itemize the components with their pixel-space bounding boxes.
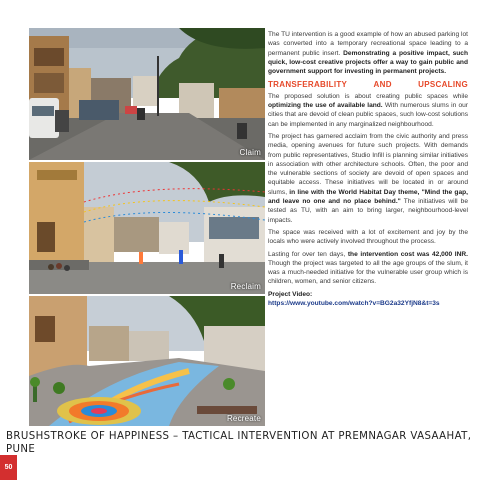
photo-caption-claim: Claim [239,148,261,157]
heading-word-2: AND [373,80,392,90]
cost-paragraph [268,250,468,287]
acclaim-highlight: in line with the World Habitat Day theme, "Mind the gap, and leave no one and no place behind." [268,188,468,206]
photo-recreate [29,296,265,426]
heading-word-1: TRANSFERABILITY [268,80,348,90]
recreate-painted-street-image [29,296,265,426]
claim-street-image [29,28,265,160]
intro-highlight: Demonstrating a positive impact, such quick, low-cost creative projects offer a way to gain public and government support for investing in permanent projects. [268,49,468,76]
solution-highlight: optimizing the use of available land. [268,102,383,110]
photo-reclaim [29,162,265,294]
cost-highlight: the intervention cost was 42,000 INR. [347,250,468,258]
page-number: 50 [0,455,17,480]
video-link[interactable]: https://www.youtube.com/watch?v=BG2a32YfjN8&t=3s [268,300,440,308]
acclaim-paragraph [268,132,468,225]
page-title: BRUSHSTROKE OF HAPPINESS – TACTICAL INTERVENTION AT PREMNAGAR VASAAHAT, PUNE [6,431,472,455]
video-block [268,290,468,309]
reception-paragraph: The space was received with a lot of excitement and joy by the locals who were actively involved throughout the process. [268,228,468,246]
photo-caption-reclaim: Reclaim [230,282,261,291]
heading-word-3: UPSCALING [418,80,468,90]
acclaim-text-b: The initiatives will be tested as TU, with an aim to bring larger, neighbourhood-level impacts. [268,198,468,224]
intro-paragraph [268,30,468,76]
solution-text-b: With numerous slums in our cities that are devoid of clean public spaces, such low-cost solutions can be implemented in any marginalized neighbourhood. [268,102,468,128]
video-label: Project Video: [268,290,313,298]
photo-claim [29,28,265,160]
reclaim-street-image [29,162,265,294]
article-body [268,30,468,308]
acclaim-text-a: The project has garnered acclaim from the civic authority and press media, opening avenues for future such projects. With demands from public representatives, Studio Infill is planning similar initiatives in association with other architecture schools. Often, the poor and the vulnerable sections of society are devoid of open spaces and equitable access. These initiatives will be located in or around slums, [268,132,468,196]
cost-text-b: Though the project was targeted to all the age groups of the slum, it was a much-needed initiative for the vulnerable user group which is children, women, and senior citizens. [268,259,468,286]
photo-caption-recreate: Recreate [226,414,261,423]
solution-text-a: The proposed solution is about creating public spaces while [268,92,468,100]
cost-text-a: Lasting for over ten days, [268,250,348,258]
intro-text: The TU intervention is a good example of how an abused parking lot was converted into a temporary recreational space leading to a permanent public insert. [268,31,468,57]
section-heading-transferability [268,80,468,89]
solution-paragraph [268,92,468,129]
